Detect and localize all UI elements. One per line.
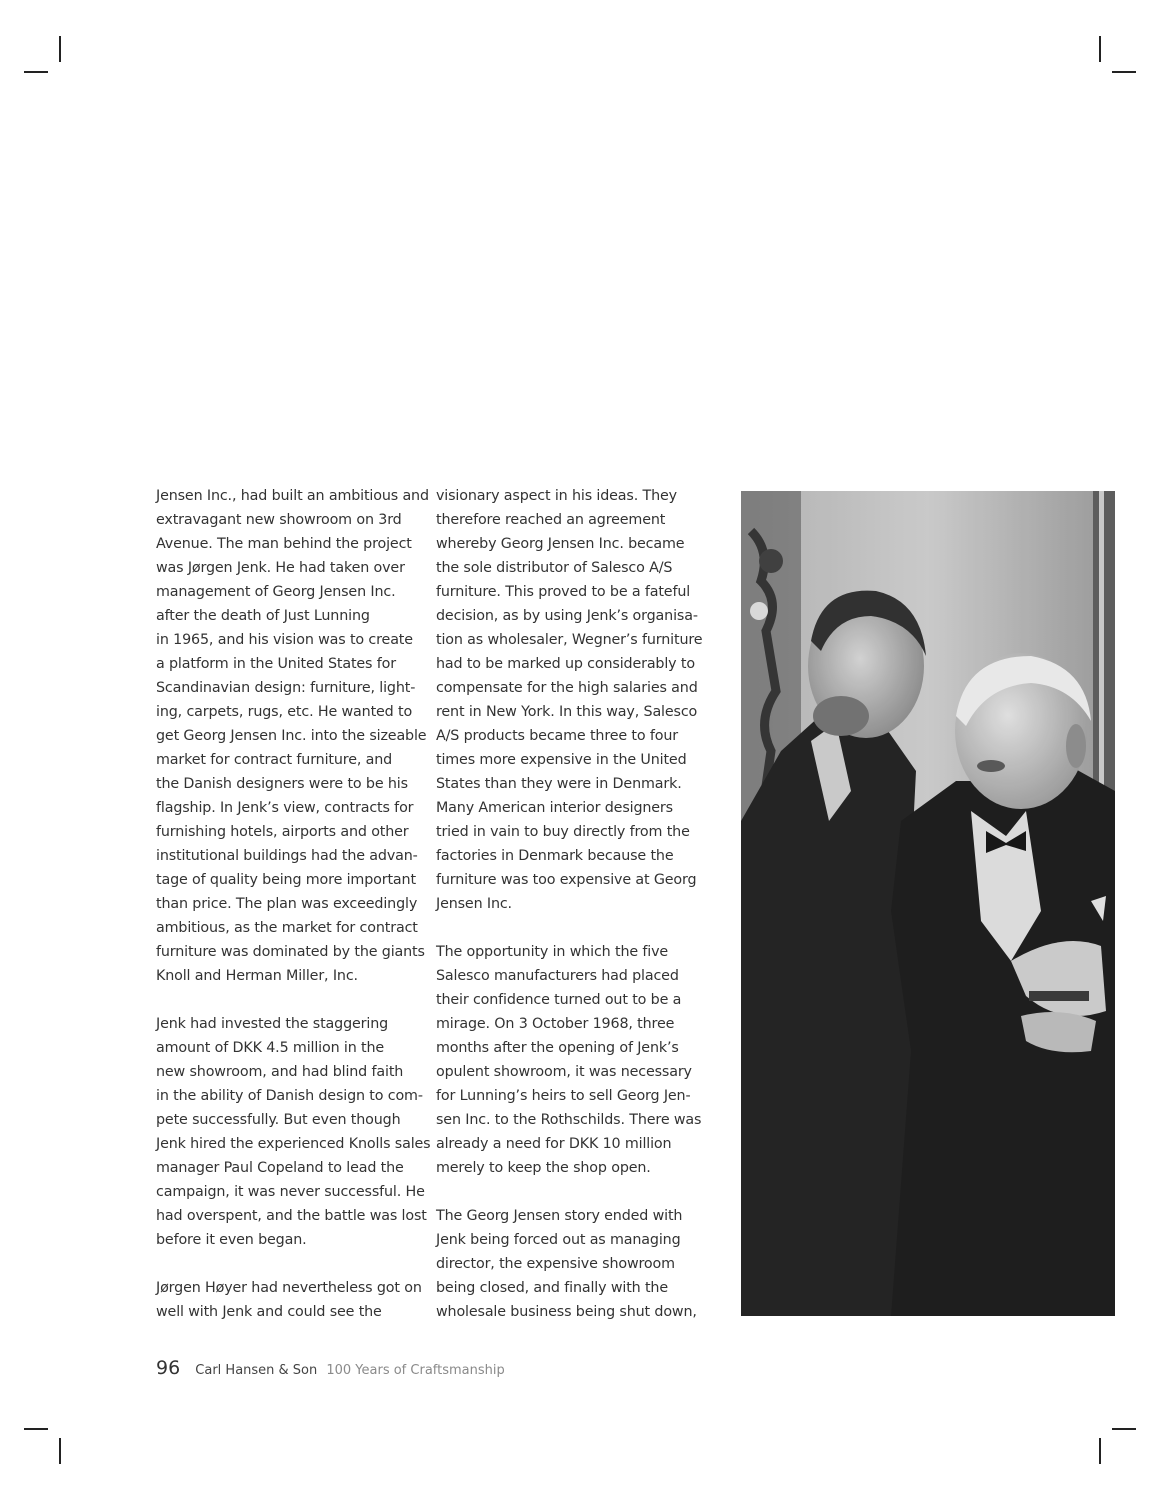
middle-column-text-line: Many American interior designers xyxy=(436,800,673,816)
left-column-text-line: in the ability of Danish design to com- xyxy=(156,1088,423,1104)
left-column-text-line: Knoll and Herman Miller, Inc. xyxy=(156,968,358,984)
left-column-text-line: tage of quality being more important xyxy=(156,872,416,888)
crop-mark-top-right-v xyxy=(1099,36,1101,62)
crop-mark-top-right-h xyxy=(1112,71,1136,73)
middle-column-text-line: mirage. On 3 October 1968, three xyxy=(436,1016,675,1032)
middle-column-text-line: furniture was too expensive at Georg xyxy=(436,872,697,888)
left-column-text-line: Scandinavian design: furniture, light- xyxy=(156,680,416,696)
left-column-text-line: amount of DKK 4.5 million in the xyxy=(156,1040,385,1056)
left-column-paragraph-gap xyxy=(156,988,418,1012)
left-column-text-line: before it even began. xyxy=(156,1232,307,1248)
middle-column-text-line: decision, as by using Jenk’s organisa- xyxy=(436,608,698,624)
middle-column-text-line: had to be marked up considerably to xyxy=(436,656,695,672)
middle-column-text-line: times more expensive in the United xyxy=(436,752,687,768)
book-title: 100 Years of Craftsmanship xyxy=(326,1363,505,1378)
middle-column-text-line: tion as wholesaler, Wegner’s furniture xyxy=(436,632,703,648)
middle-column-text-line: the sole distributor of Salesco A/S xyxy=(436,560,673,576)
middle-column-text-line: already a need for DKK 10 million xyxy=(436,1136,672,1152)
left-column-text-line: well with Jenk and could see the xyxy=(156,1304,382,1320)
crop-mark-bottom-left-h xyxy=(24,1428,48,1430)
left-column-text-line: market for contract furniture, and xyxy=(156,752,393,768)
left-column-text-line: Jensen Inc., had built an ambitious and xyxy=(156,488,429,504)
archival-photograph xyxy=(741,491,1115,1316)
middle-column-text-line: Jensen Inc. xyxy=(436,896,512,912)
left-column-text-line: flagship. In Jenk’s view, contracts for xyxy=(156,800,414,816)
left-column-text-line: institutional buildings had the advan- xyxy=(156,848,418,864)
middle-column-text-line: factories in Denmark because the xyxy=(436,848,674,864)
middle-column-text-line: visionary aspect in his ideas. They xyxy=(436,488,677,504)
middle-column-text-line: months after the opening of Jenk’s xyxy=(436,1040,679,1056)
left-column-text-line: a platform in the United States for xyxy=(156,656,396,672)
left-column-text-line: had overspent, and the battle was lost xyxy=(156,1208,427,1224)
left-column-text-line: Avenue. The man behind the project xyxy=(156,536,412,552)
left-column-text-line: extravagant new showroom on 3rd xyxy=(156,512,402,528)
left-column-text-line: campaign, it was never successful. He xyxy=(156,1184,425,1200)
left-column-text-line: management of Georg Jensen Inc. xyxy=(156,584,396,600)
left-column-text-line: than price. The plan was exceedingly xyxy=(156,896,418,912)
page-number: 96 xyxy=(156,1357,181,1379)
crop-mark-bottom-left-v xyxy=(59,1438,61,1464)
crop-mark-top-left-v xyxy=(59,36,61,62)
middle-column-text-line: being closed, and finally with the xyxy=(436,1280,668,1296)
middle-column-paragraph-gap xyxy=(436,1180,698,1204)
middle-column-text-line: Jenk being forced out as managing xyxy=(436,1232,681,1248)
left-column-paragraph-gap xyxy=(156,1252,418,1276)
middle-column-text-line: their confidence turned out to be a xyxy=(436,992,682,1008)
left-column-text-line: in 1965, and his vision was to create xyxy=(156,632,413,648)
left-column-text-line: the Danish designers were to be his xyxy=(156,776,408,792)
middle-column-text-line: Salesco manufacturers had placed xyxy=(436,968,679,984)
left-column-text-line: manager Paul Copeland to lead the xyxy=(156,1160,404,1176)
middle-column-text-line: wholesale business being shut down, xyxy=(436,1304,697,1320)
left-column-text-line: new showroom, and had blind faith xyxy=(156,1064,404,1080)
left-column-text-line: Jørgen Høyer had nevertheless got on xyxy=(156,1280,422,1296)
middle-column-text-line: compensate for the high salaries and xyxy=(436,680,698,696)
crop-mark-bottom-right-h xyxy=(1112,1428,1136,1430)
middle-column-text-line: director, the expensive showroom xyxy=(436,1256,675,1272)
crop-mark-top-left-h xyxy=(24,71,48,73)
middle-column-text-line: furniture. This proved to be a fateful xyxy=(436,584,691,600)
middle-column-text-line: A/S products became three to four xyxy=(436,728,678,744)
left-column-text-line: Jenk hired the experienced Knolls sales xyxy=(156,1136,431,1152)
page-footer xyxy=(156,1357,505,1385)
middle-column-text-line: merely to keep the shop open. xyxy=(436,1160,651,1176)
left-column-text-line: furniture was dominated by the giants xyxy=(156,944,425,960)
middle-column-text-line: tried in vain to buy directly from the xyxy=(436,824,690,840)
middle-column-text-line: sen Inc. to the Rothschilds. There was xyxy=(436,1112,702,1128)
middle-column-text-line: The opportunity in which the five xyxy=(436,944,669,960)
left-column-text-line: ambitious, as the market for contract xyxy=(156,920,418,936)
middle-column-paragraph-gap xyxy=(436,916,698,940)
middle-column-text-line: whereby Georg Jensen Inc. became xyxy=(436,536,685,552)
publisher-name: Carl Hansen & Son xyxy=(195,1363,318,1378)
text-column-middle xyxy=(436,484,703,1324)
middle-column-text-line: The Georg Jensen story ended with xyxy=(436,1208,683,1224)
left-column-text-line: ing, carpets, rugs, etc. He wanted to xyxy=(156,704,413,720)
middle-column-text-line: rent in New York. In this way, Salesco xyxy=(436,704,698,720)
left-column-text-line: was Jørgen Jenk. He had taken over xyxy=(156,560,405,576)
middle-column-text-line: opulent showroom, it was necessary xyxy=(436,1064,692,1080)
left-column-text-line: pete successfully. But even though xyxy=(156,1112,401,1128)
middle-column-text-line: therefore reached an agreement xyxy=(436,512,666,528)
left-column-text-line: after the death of Just Lunning xyxy=(156,608,370,624)
middle-column-text-line: States than they were in Denmark. xyxy=(436,776,682,792)
middle-column-text-line: for Lunning’s heirs to sell Georg Jen- xyxy=(436,1088,691,1104)
left-column-text-line: furnishing hotels, airports and other xyxy=(156,824,409,840)
crop-mark-bottom-right-v xyxy=(1099,1438,1101,1464)
left-column-text-line: Jenk had invested the staggering xyxy=(156,1016,389,1032)
text-column-left xyxy=(156,484,431,1324)
left-column-text-line: get Georg Jensen Inc. into the sizeable xyxy=(156,728,427,744)
